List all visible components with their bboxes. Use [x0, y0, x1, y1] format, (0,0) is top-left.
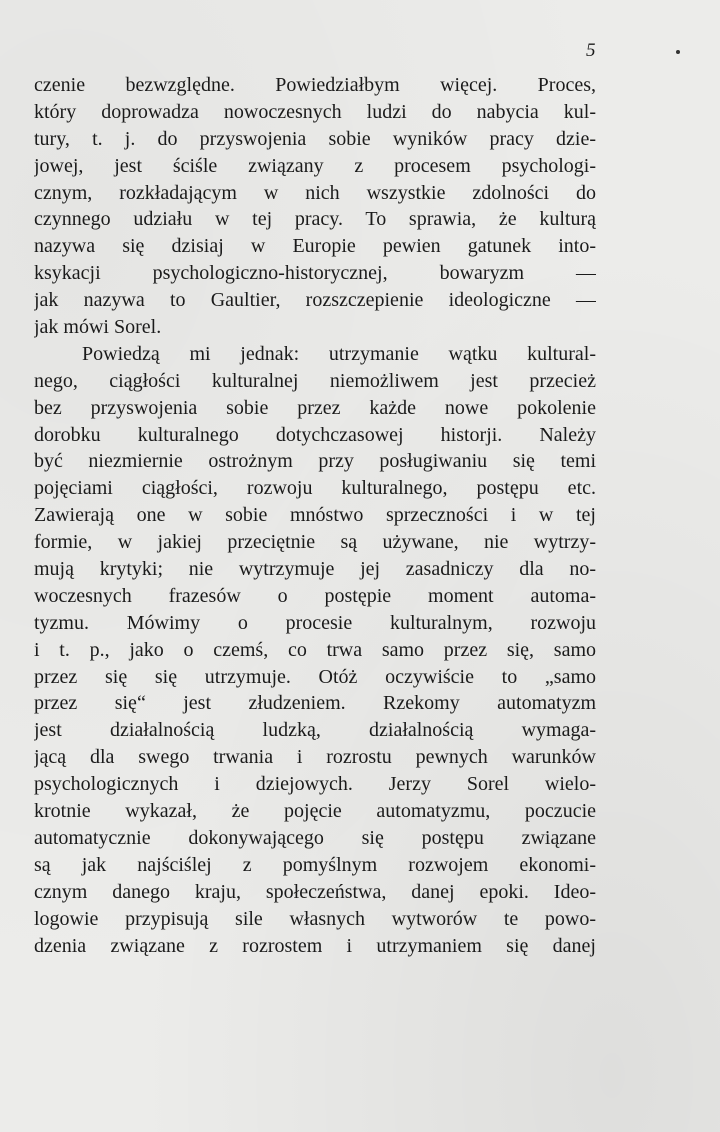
text-line: Zawierają one w sobie mnóstwo sprzeczności i w tej — [34, 504, 596, 527]
text-line: ksykacji psychologiczno-historycznej, bowaryzm — — [34, 262, 596, 285]
text-line: i t. p., jako o czemś, co trwa samo przez się, samo — [34, 638, 596, 661]
text-line: przez się się utrzymuje. Otóż oczywiście to „samo — [34, 665, 596, 688]
text-line: tury, t. j. do przyswojenia sobie wyników pracy dzie- — [34, 127, 596, 150]
text-line: nazywa się dzisiaj w Europie pewien gatunek into- — [34, 235, 596, 258]
text-line: przez się“ jest złudzeniem. Rzekomy automatyzm — [34, 692, 596, 715]
text-line: cznym danego kraju, społeczeństwa, danej epoki. Ideo- — [34, 880, 596, 903]
ink-speck — [676, 50, 680, 54]
text-line: czynnego udziału w tej pracy. To sprawia, że kulturą — [34, 208, 596, 231]
text-line: są jak najściślej z pomyślnym rozwojem ekonomi- — [34, 853, 596, 876]
text-line: jak nazywa to Gaultier, rozszczepienie ideologiczne — — [34, 289, 596, 312]
text-line: pojęciami ciągłości, rozwoju kulturalnego, postępu etc. — [34, 477, 596, 500]
text-line: jącą dla swego trwania i rozrostu pewnych warunków — [34, 746, 596, 769]
page-number: 5 — [586, 40, 596, 61]
text-line: jowej, jest ściśle związany z procesem psychologi- — [34, 154, 596, 177]
text-line: cznym, rozkładającym w nich wszystkie zdolności do — [34, 181, 596, 204]
text-line: krotnie wykazał, że pojęcie automatyzmu, poczucie — [34, 800, 596, 823]
text-line: Powiedzą mi jednak: utrzymanie wątku kultural- — [82, 342, 596, 365]
body-text — [34, 72, 596, 959]
text-line: woczesnych frazesów o postępie moment automa- — [34, 584, 596, 607]
text-line: psychologicznych i dziejowych. Jerzy Sorel wielo- — [34, 773, 596, 796]
text-line: jest działalnością ludzką, działalnością wymaga- — [34, 719, 596, 742]
text-line: automatycznie dokonywającego się postępu związane — [34, 826, 596, 849]
text-line: dzenia związane z rozrostem i utrzymaniem się danej — [34, 934, 596, 957]
text-line: jak mówi Sorel. — [34, 316, 162, 339]
text-line: czenie bezwzględne. Powiedziałbym więcej. Proces, — [34, 74, 596, 96]
text-line: który doprowadza nowoczesnych ludzi do nabycia kul- — [34, 100, 596, 123]
text-line: bez przyswojenia sobie przez każde nowe pokolenie — [34, 396, 596, 419]
text-line: formie, w jakiej przeciętnie są używane, nie wytrzy- — [34, 531, 596, 554]
text-line: mują krytyki; nie wytrzymuje jej zasadniczy dla no- — [34, 558, 596, 581]
text-line: tyzmu. Mówimy o procesie kulturalnym, rozwoju — [34, 611, 596, 634]
text-line: nego, ciągłości kulturalnej niemożliwem jest przecież — [34, 369, 596, 392]
text-line: być niezmiernie ostrożnym przy posługiwaniu się temi — [34, 450, 596, 473]
text-line: logowie przypisują sile własnych wytworów te powo- — [34, 907, 596, 930]
text-line: dorobku kulturalnego dotychczasowej historji. Należy — [34, 423, 596, 446]
